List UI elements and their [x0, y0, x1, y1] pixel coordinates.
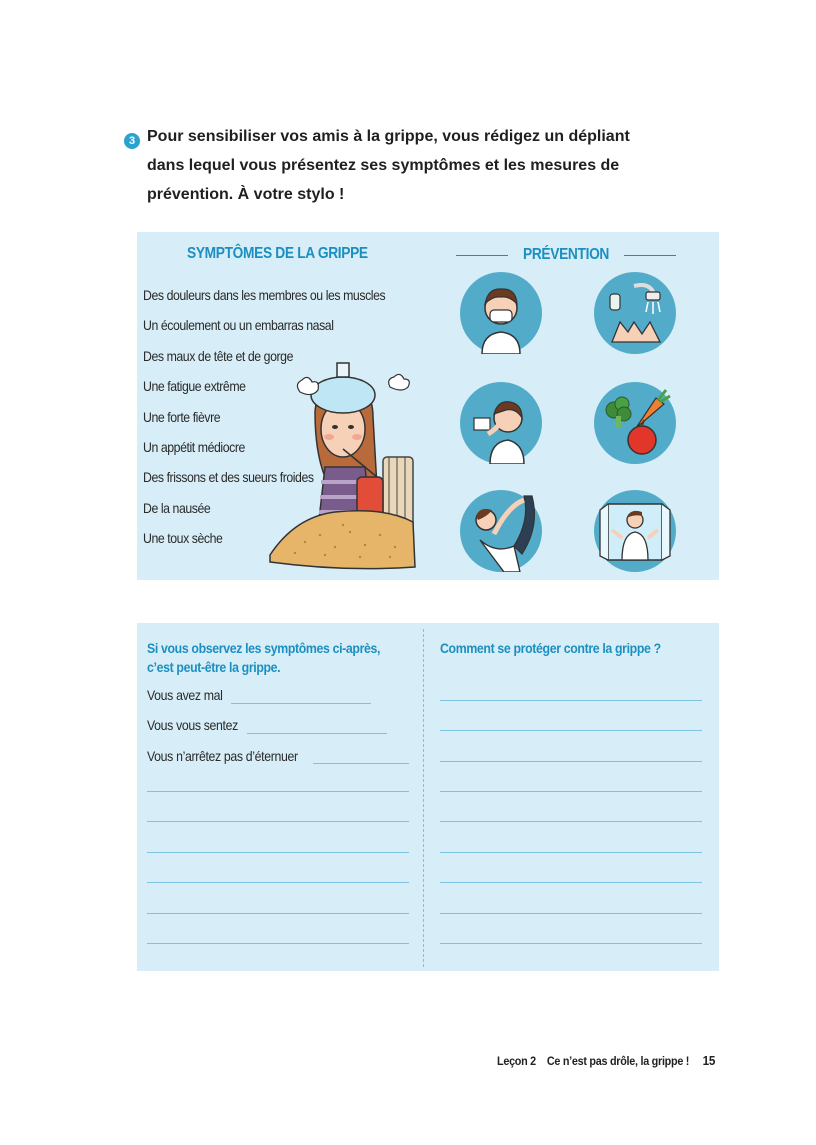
exercise-icon: [460, 490, 542, 572]
handwashing-icon: [594, 272, 676, 354]
column-divider: [423, 629, 424, 967]
answer-line[interactable]: [231, 703, 371, 704]
symptom-item: Un appétit médiocre: [143, 438, 245, 455]
answer-line[interactable]: [440, 943, 702, 944]
symptom-item: Un écoulement ou un embarras nasal: [143, 317, 334, 334]
instruction-line: Pour sensibiliser vos amis à la grippe, vous rédigez un dépliant: [147, 128, 630, 145]
prompt-text: Vous n’arrêtez pas d’éternuer: [147, 748, 298, 764]
answer-line[interactable]: [440, 761, 702, 762]
symptoms-title: SYMPTÔMES DE LA GRIPPE: [187, 245, 368, 262]
instruction-line: prévention. À votre stylo !: [147, 186, 345, 203]
prevention-title-row: [456, 245, 676, 265]
answer-line[interactable]: [247, 733, 387, 734]
prompt-text: Vous avez mal: [147, 687, 223, 703]
symptoms-question-line: Si vous observez les symptômes ci-après,: [147, 640, 381, 656]
symptom-item: Une fatigue extrême: [143, 378, 246, 395]
answer-line[interactable]: [147, 882, 409, 883]
answer-line[interactable]: [440, 700, 702, 701]
mask-icon: [460, 272, 542, 354]
answer-line[interactable]: [147, 943, 409, 944]
tissue-sneeze-icon: [460, 382, 542, 464]
sick-girl-illustration: [265, 357, 425, 577]
symptom-item: Une forte fièvre: [143, 408, 221, 425]
lesson-title: Ce n’est pas drôle, la grippe !: [546, 1054, 690, 1068]
divider: [456, 255, 508, 256]
answer-line[interactable]: [440, 821, 702, 822]
symptoms-question-line: c’est peut-être la grippe.: [147, 659, 281, 675]
symptom-item: Des douleurs dans les membres ou les muscles: [143, 287, 386, 303]
symptom-item: Des frissons et des sueurs froides: [143, 469, 314, 486]
page-footer: [497, 1053, 715, 1068]
symptom-item: De la nausée: [143, 499, 211, 516]
answer-line[interactable]: [147, 821, 409, 822]
page-number: 15: [702, 1053, 716, 1068]
symptoms-question: [147, 639, 380, 677]
exercise-number: 3: [124, 133, 140, 149]
prompt-text: Vous vous sentez: [147, 717, 238, 733]
instruction-line: dans lequel vous présentez ses symptômes et les mesures de: [147, 157, 620, 174]
answer-line[interactable]: [147, 852, 409, 853]
prevention-question: Comment se protéger contre la grippe ?: [440, 640, 661, 656]
answer-line[interactable]: [440, 913, 702, 914]
vegetables-icon: [594, 382, 676, 464]
answer-line[interactable]: [313, 763, 409, 764]
symptom-item: Des maux de tête et de gorge: [143, 347, 293, 364]
symptom-item: Une toux sèche: [143, 530, 223, 547]
answer-line[interactable]: [440, 730, 702, 731]
lesson-label: Leçon 2: [497, 1054, 536, 1068]
worksheet-panel: [137, 623, 719, 971]
answer-line[interactable]: [147, 791, 409, 792]
divider: [624, 255, 676, 256]
prevention-title: PRÉVENTION: [522, 246, 610, 263]
answer-line[interactable]: [440, 791, 702, 792]
info-panel: [137, 232, 719, 580]
open-window-icon: [594, 490, 676, 572]
answer-line[interactable]: [147, 913, 409, 914]
answer-line[interactable]: [440, 882, 702, 883]
answer-line[interactable]: [440, 852, 702, 853]
